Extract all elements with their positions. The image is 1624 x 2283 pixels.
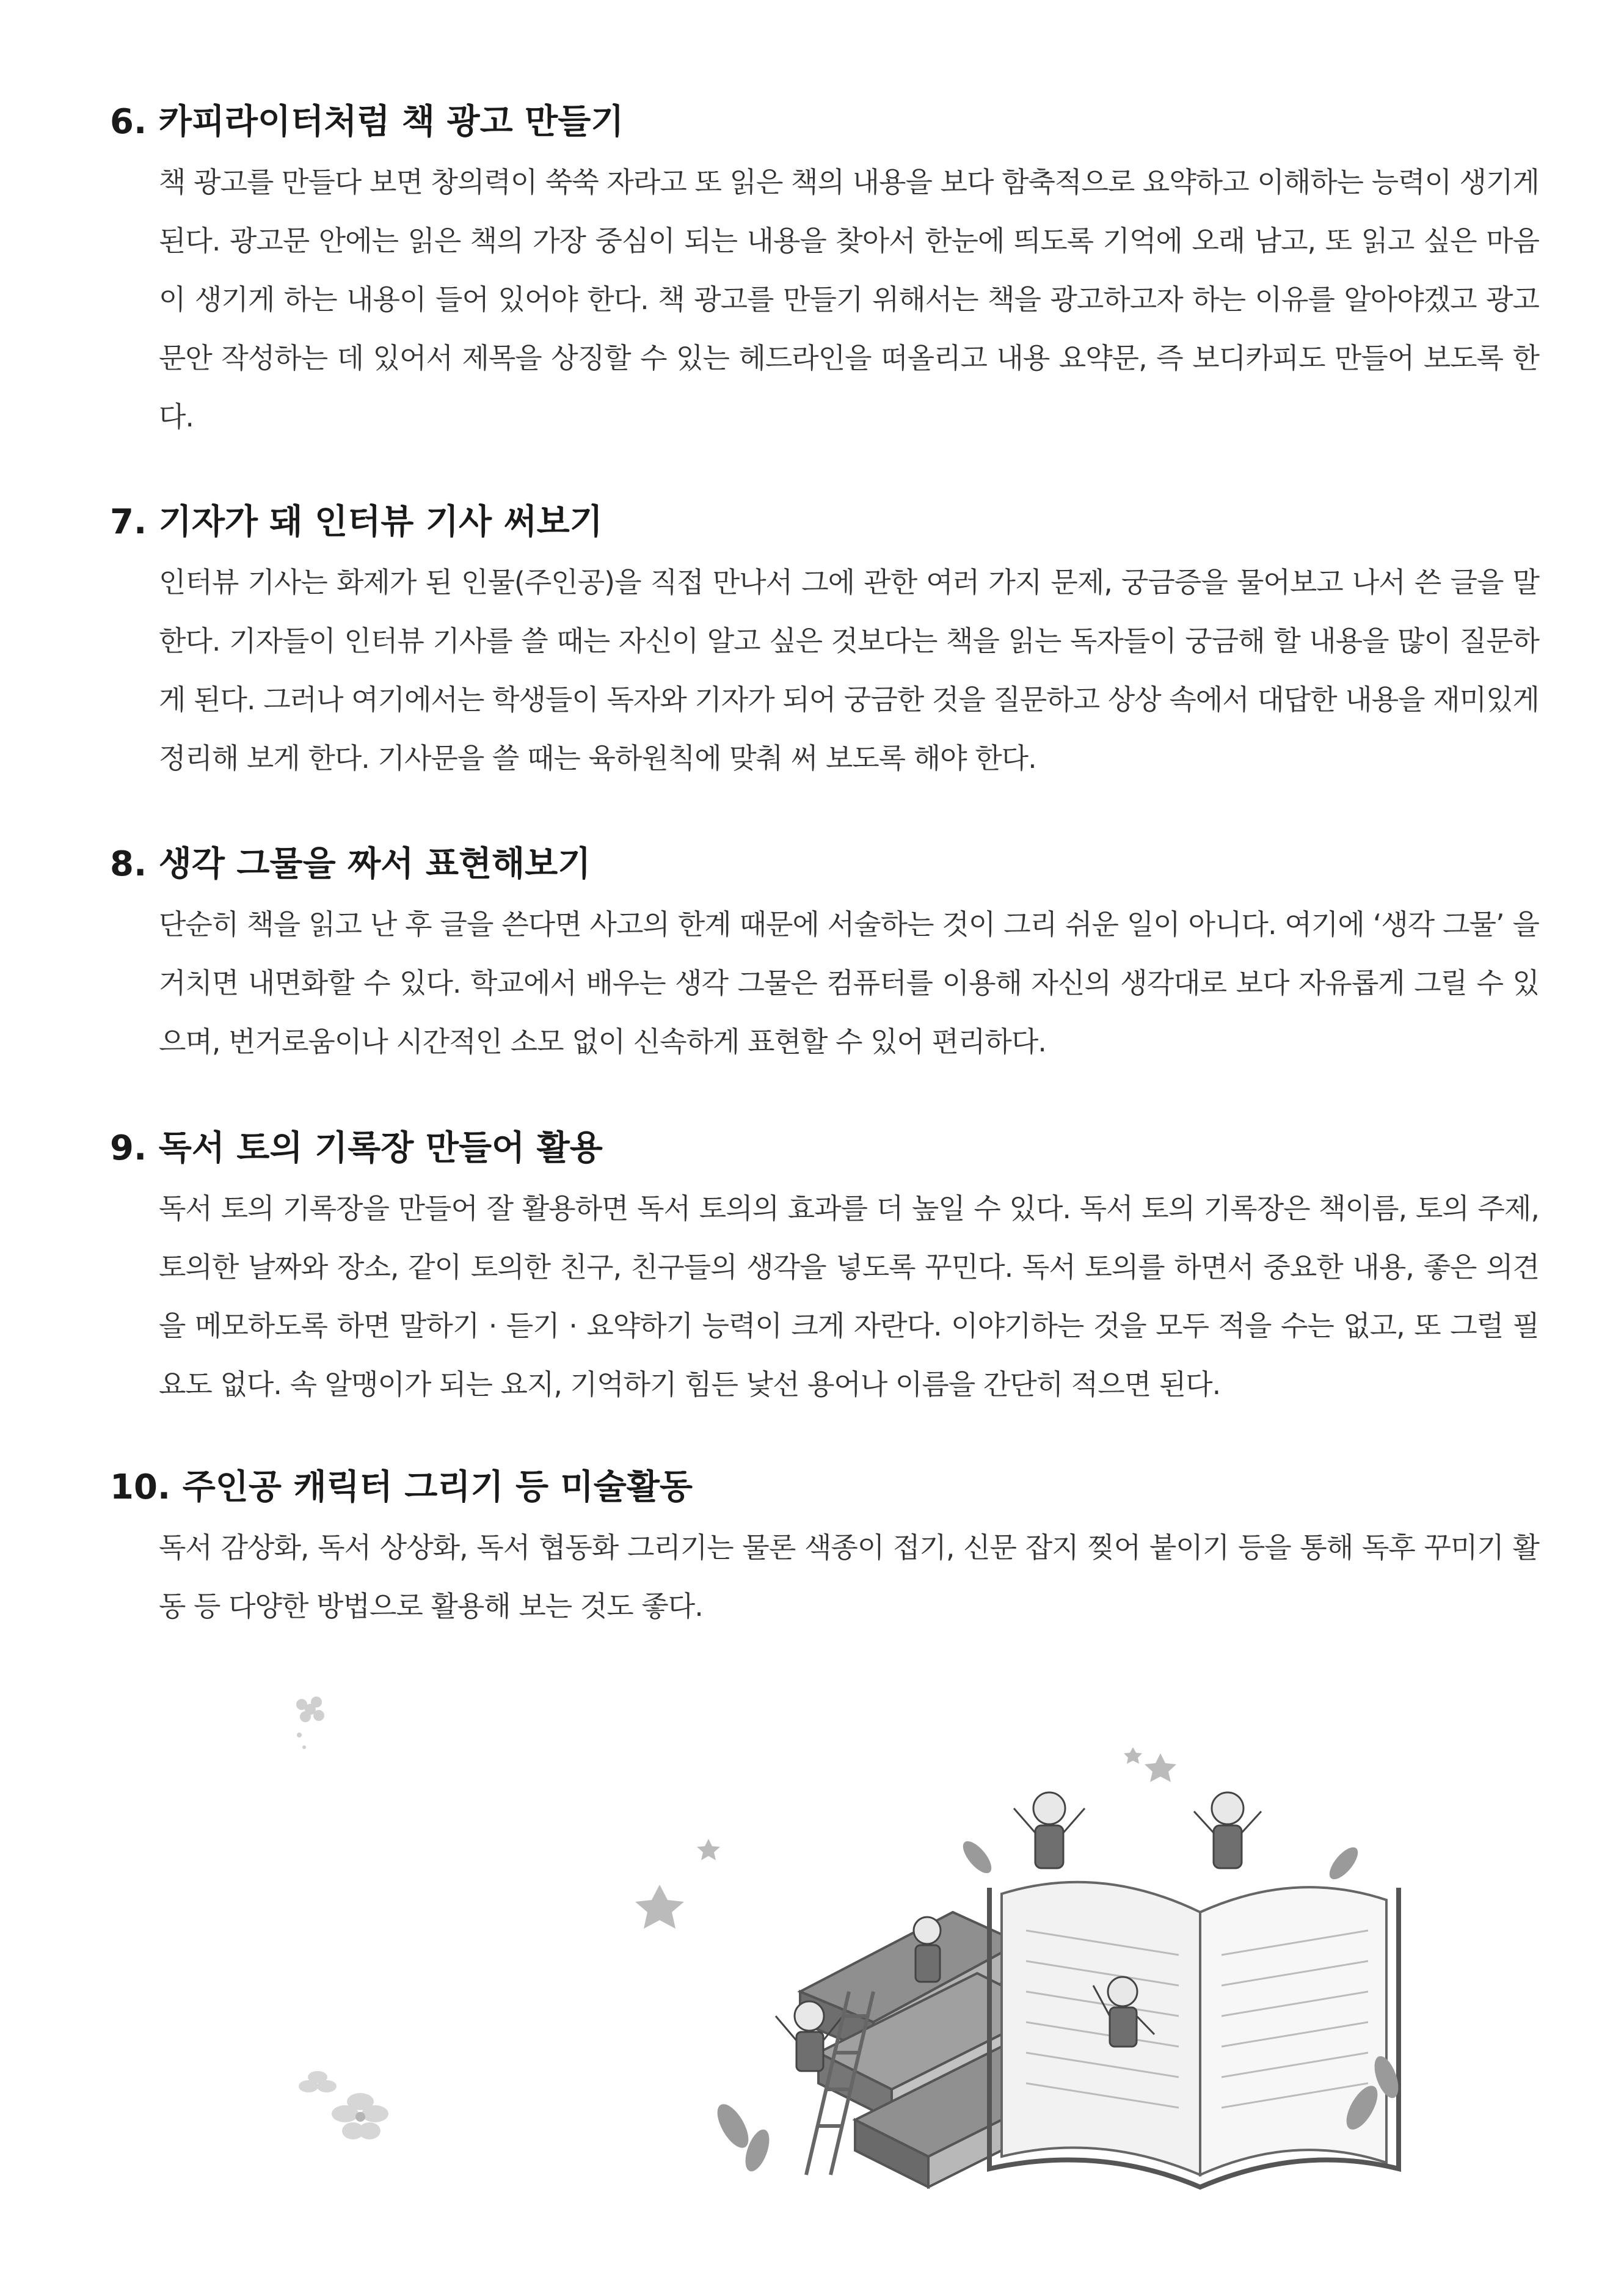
section-body: 인터뷰 기사는 화제가 된 인물(주인공)을 직접 만나서 그에 관한 여러 가지 문제, 궁금증을 물어보고 나서 쓴 글을 말한다. 기자들이 인터뷰 기사를 쓸 때는 자신이 알고 싶은 것보다는 책을 읽는 독자들이 궁금해 할 내용을 많이 질문하게 된다. 그러나 여기에서는 학생들이 독자와 기자가 되어 궁금한 것을 질문하고 상상 속에서 대답한 내용을 재미있게 정리해 보게 한다. 기사문을 쓸 때는 육하원칙에 맞춰 써 보도록 해야 한다. <box>159 566 1539 775</box>
section-10 <box>110 1457 1539 1635</box>
section-body: 독서 토의 기록장을 만들어 잘 활용하면 독서 토의의 효과를 더 높일 수 있다. 독서 토의 기록장은 책이름, 토의 주제, 토의한 날짜와 장소, 같이 토의한 친구, 친구들의 생각을 넣도록 꾸민다. 독서 토의를 하면서 중요한 내용, 좋은 의견을 메모하도록 하면 말하기 · 듣기 · 요약하기 능력이 크게 자란다. 이야기하는 것을 모두 적을 수는 없고, 또 그럴 필요도 없다. 속 알맹이가 되는 요지, 기억하기 힘든 낯선 용어나 이름을 간단히 적으면 된다. <box>159 1192 1539 1401</box>
book-stack <box>800 1912 1075 2187</box>
section-heading: 8. 생각 그물을 짜서 표현해보기 <box>110 844 591 884</box>
flower-sparkle-top-left <box>296 1697 324 1749</box>
section-7 <box>110 492 1539 787</box>
section-body: 책 광고를 만들다 보면 창의력이 쑥쑥 자라고 또 읽은 책의 내용을 보다 함축적으로 요약하고 이해하는 능력이 생기게 된다. 광고문 안에는 읽은 책의 가장 중심이 되는 내용을 찾아서 한눈에 띄도록 기억에 오래 남고, 또 읽고 싶은 마음이 생기게 하는 내용이 들어 있어야 한다. 책 광고를 만들기 위해서는 책을 광고하고자 하는 이유를 알아야겠고 광고 문안 작성하는 데 있어서 제목을 상징할 수 있는 헤드라인을 떠올리고 내용 요약문, 즉 보디카피도 만들어 보도록 한다. <box>159 166 1539 433</box>
section-6 <box>110 92 1539 446</box>
section-body: 독서 감상화, 독서 상상화, 독서 협동화 그리기는 물론 색종이 접기, 신문 잡지 찢어 붙이기 등을 통해 독후 꾸미기 활동 등 다양한 방법으로 활용해 보는 것도 좋다. <box>159 1531 1539 1623</box>
section-9 <box>110 1118 1539 1414</box>
section-8 <box>110 834 1539 1071</box>
section-heading: 10. 주인공 캐릭터 그리기 등 미술활동 <box>110 1467 693 1507</box>
children-figures <box>776 1792 1261 2071</box>
section-heading: 9. 독서 토의 기록장 만들어 활용 <box>110 1128 603 1168</box>
flower-bottom-left <box>299 2071 388 2139</box>
section-heading: 7. 기자가 돼 인터뷰 기사 써보기 <box>110 502 603 542</box>
section-body: 단순히 책을 읽고 난 후 글을 쓴다면 사고의 한계 때문에 서술하는 것이 그리 쉬운 일이 아니다. 여기에 ‘생각 그물’ 을 거치면 내면화할 수 있다. 학교에서 배우는 생각 그물은 컴퓨터를 이용해 자신의 생각대로 보다 자유롭게 그릴 수 있으며, 번거로움이나 시간적인 소모 없이 신속하게 표현할 수 있어 편리하다. <box>159 908 1539 1058</box>
leaves-decoration <box>711 1836 1403 2174</box>
ladder <box>806 1992 873 2175</box>
open-book <box>989 1882 1399 2187</box>
star-icon <box>635 1747 1176 1929</box>
section-heading: 6. 카피라이터처럼 책 광고 만들기 <box>110 102 624 142</box>
